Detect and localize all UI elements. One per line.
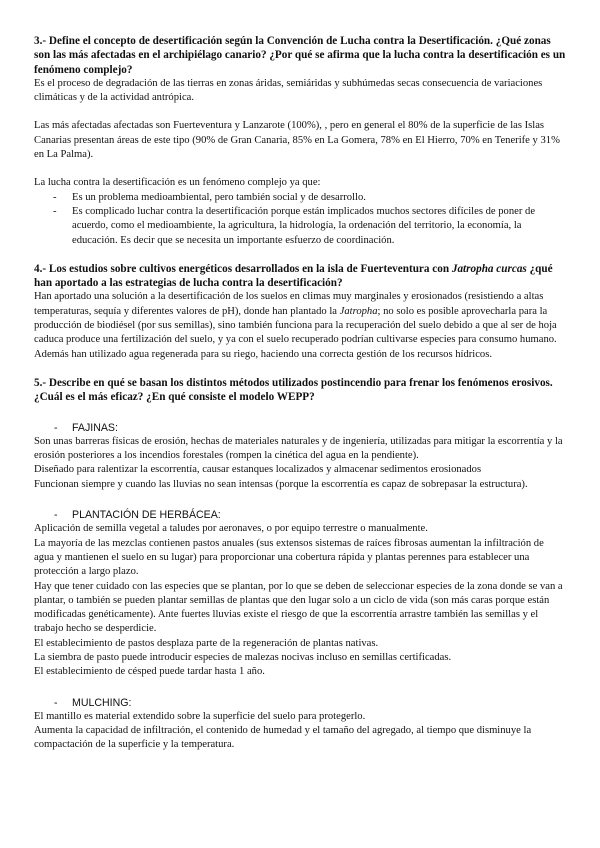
q3-bullet-list [34,191,566,248]
list-item: - Es complicado luchar contra la desertificación porque están implicados muchos sectores difíciles de poner de acuerdo, como el medioambiente, la agricultura, la hidrología, la ordenación del territorio, la economía, la educación. Es decir que se necesita un importante esfuerzo de coordinación. [72,205,566,248]
fajinas-line: Funcionan siempre y cuando las lluvias no sean intensas (porque la escorrentía es capaz de sobrepasar la estructura). [34,478,528,490]
herbacea-line: Aplicación de semilla vegetal a taludes por aeronaves, o por equipo terrestre o manualmente. [34,523,428,535]
q4-answer-part-b: ; no solo es posible aprovecharla para la producción de biodiésel (por sus semillas), sino también funciona para la recuperación del suelo debido a que al ser de hoja caduca produce una fertilización del suelo, y ya con el suelo recuperado podrían cultivarse especies para consumo humano. Además han utilizado agua regenerada para su riego, haciendo una correcta gestión de los recursos hídricos. [34,305,557,360]
q4-answer [34,290,566,361]
herbacea-line: La siembra de pasto puede introducir especies de malezas nocivas incluso en semillas certificadas. [34,651,452,663]
mulching-line: Aumenta la capacidad de infiltración, el contenido de humedad y el tamaño del agregado, al tiempo que disminuye la compactación de la superficie y la temperatura. [34,725,532,751]
q4-title-part-a: 4.- Los estudios sobre cultivos energéticos desarrollados en la isla de Fuerteventura con [34,262,450,275]
q3-affected-zones: Las más afectadas afectadas son Fuerteventura y Lanzarote (100%), , pero en general el 80% de la superficie de las Islas Canarias presentan áreas de este tipo (90% de Gran Canaria, 85% en La Gomera, 78% en El Hierro, 70% en Tenerife y 31% en La Palma). [34,120,560,161]
document-page [34,34,566,753]
herbacea-line: El establecimiento de pastos desplaza parte de la regeneración de plantas nativas. [34,637,379,649]
list-item: - Es un problema medioambiental, pero también social y de desarrollo. [72,191,566,205]
herbacea-line: El establecimiento de césped puede tardar hasta 1 año. [34,666,265,678]
herbacea-line: La mayoría de las mezclas contienen pastos anuales (sus extensos sistemas de raíces fibrosas aumentan la infiltración de agua y mantienen el suelo en su lugar) para proporcionar una cobertura rápida y plantas perennes para establecer una protección a largo plazo. [34,537,544,578]
fajinas-line: Son unas barreras físicas de erosión, hechas de materiales naturales y de ingeniería, utilizadas para mitigar la escorrentía y la erosión posteriores a los incendios forestales (rompen la cinética del agua en la pendiente). [34,435,563,462]
question-5-title: 5.- Describe en qué se basan los distintos métodos utilizados postincendio para frenar los fenómenos erosivos. ¿Cuál es el más eficaz? ¿En qué consiste el modelo WEPP? [34,376,553,404]
fajinas-line: Diseñado para ralentizar la escorrentía, causar estanques localizados y almacenar sedimentos erosionados [34,464,482,476]
question-4-title [34,262,566,291]
q4-answer-part-a: Han aportado una solución a la desertificación de los suelos en climas muy marginales y erosionados (resistiendo a altas temperaturas, sequía y diferentes valores de pH), donde han plantado la [34,291,544,317]
question-3-title: 3.- Define el concepto de desertificación según la Convención de Lucha contra la Desertificación. ¿Qué zonas son las más afectadas en el archipiélago canario? ¿Por qué se afirma que la lucha contra la desertificación es un fenómeno complejo? [34,35,566,76]
q3-complexity-intro: La lucha contra la desertificación es un fenómeno complejo ya que: [34,177,321,189]
herbacea-heading: - PLANTACIÓN DE HERBÁCEA: [34,508,566,522]
q4-answer-genus: Jatropha [339,305,378,317]
q4-title-part-b: ¿qué han aportado a las estrategias de lucha contra la desertificación? [34,262,553,290]
fajinas-heading: - FAJINAS: [34,421,566,435]
herbacea-line: Hay que tener cuidado con las especies que se plantan, por lo que se deben de seleccionar especies de la zona donde se van a plantar, o también se pueden plantar semillas de plantas que den lugar solo a un ciclo de vida (son más caras porque están modificadas genéticamente). Ante fuertes lluvias existe el riesgo de que la escorrentía arrastre también las semillas y el trabajo hecho se desperdicie. [34,580,563,635]
q4-title-species: Jatropha curcas [451,262,527,275]
mulching-line: El mantillo es material extendido sobre la superficie del suelo para protegerlo. [34,710,366,722]
q3-definition: Es el proceso de degradación de las tierras en zonas áridas, semiáridas y subhúmedas secas consecuencia de variaciones climáticas y de la actividad antrópica. [34,77,543,104]
mulching-heading: - MULCHING: [34,696,566,710]
